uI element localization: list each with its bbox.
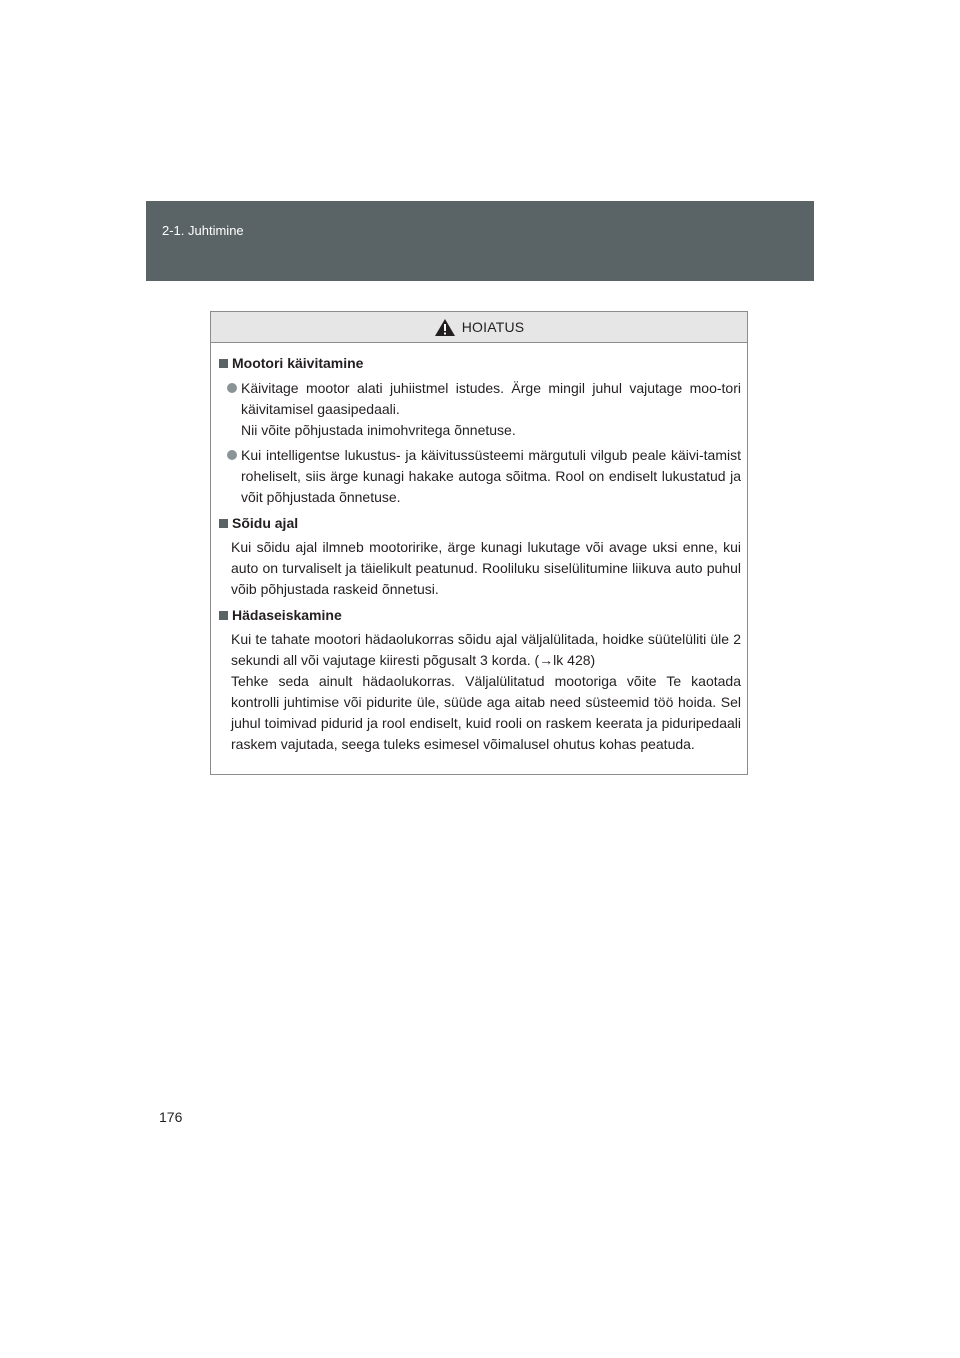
section-text: Tehke seda ainult hädaolukorras. Väljalülitatud mootoriga võite Te kaotada kontrolli juhtimise või pidurite üle, süüde aga aitab need süsteemid töö hoida. Sel juhul toimivad pidurid ja rool endiselt, kuid rooli on raskem keerata ja piduripedaali raskem vajutada, seega tuleks esimesel võimalusel ohutus kohas peatuda. — [231, 673, 741, 752]
section-while-driving — [219, 513, 741, 600]
square-bullet-icon — [219, 611, 228, 620]
warning-header — [211, 312, 747, 343]
section-text: Kui sõidu ajal ilmneb mootoririke, ärge kunagi lukutage või avage uksi enne, kui auto on turvaliselt ja täielikult peatunud. Rooliluku siselülitumine liikuva auto puhul võib põhjustada raskeid õnnetusi. — [231, 539, 741, 597]
warning-triangle-icon — [434, 318, 456, 337]
section-label: 2-1. Juhtimine — [162, 223, 244, 238]
page-number: 176 — [159, 1109, 183, 1125]
warning-title: HOIATUS — [461, 319, 525, 335]
square-bullet-icon — [219, 519, 228, 528]
list-item: Kui intelligentse lukustus- ja käivitussüsteemi märgutuli vilgub peale käivi-tamist roheliselt, siis ärge kunagi hakake autoga sõitma. Rool on endiselt lukustatud ja võit põhjustada õnnetuse. — [227, 445, 741, 508]
section-heading: Sõidu ajal — [219, 513, 741, 534]
round-bullet-icon — [227, 450, 237, 460]
section-engine-start — [219, 353, 741, 508]
section-heading: Mootori käivitamine — [219, 353, 741, 374]
section-text: Kui te tahate mootori hädaolukorras sõidu ajal väljalülitada, hoidke süütelüliti üle 2 sekundi all või vajutage kiiresti põgusalt 3 korda. (→lk 428) — [231, 631, 741, 668]
list-item: Käivitage mootor alati juhiistmel istudes. Ärge mingil juhul vajutage moo-tori käivitamisel gaasipedaali. Nii võite põhjustada inimohvritega õnnetuse. — [227, 378, 741, 441]
warning-body — [211, 343, 747, 755]
section-heading: Hädaseiskamine — [219, 605, 741, 626]
round-bullet-icon — [227, 383, 237, 393]
square-bullet-icon — [219, 359, 228, 368]
section-header-band — [146, 201, 814, 281]
section-emergency-stop — [219, 605, 741, 755]
warning-box — [210, 311, 748, 775]
